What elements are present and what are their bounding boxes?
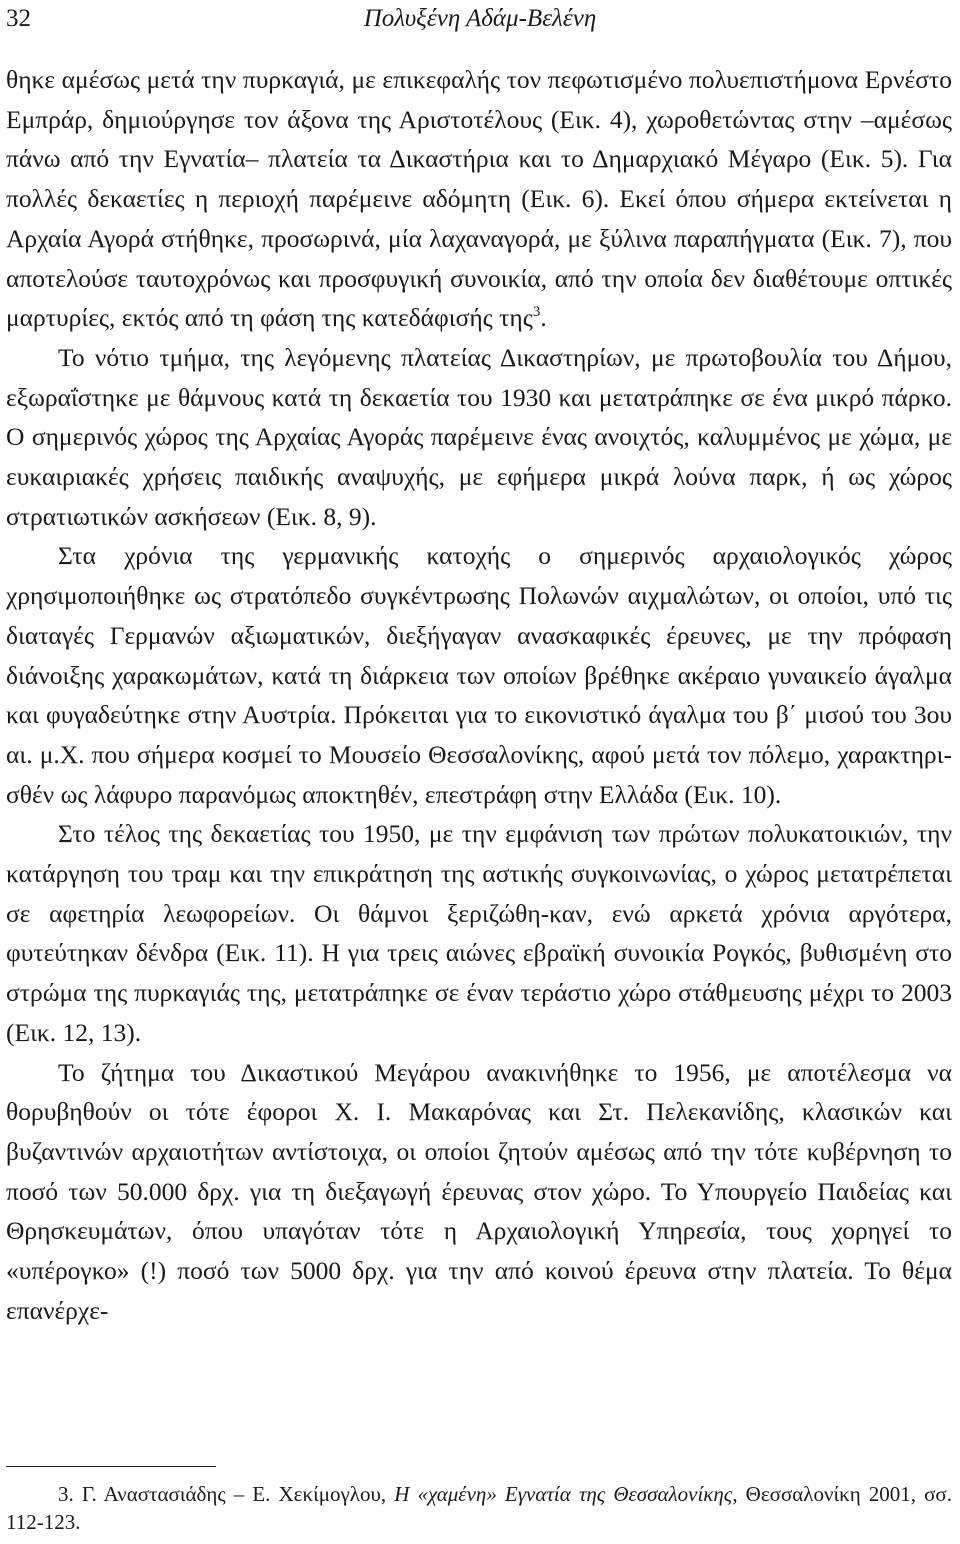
footnote-3-suffix: , Θεσσαλονίκη 2001, σσ. 112-123. [6, 1482, 952, 1534]
footnote-ref-3[interactable]: 3 [532, 304, 541, 321]
paragraph-4: Στο τέλος της δεκαετίας του 1950, με την εμφάνιση των πρώτων πολυκατοικιών, την κατάργηση του τραμ και την επικράτηση της αστικής συγκοινωνίας, ο χώρος μετατρέπεται σε αφετηρία λεωφορείων. Οι θάμνοι ξεριζώθη-καν, ενώ αρκετά χρόνια αργότερα, φυτεύτηκαν δένδρα (Εικ. 11). Η για τρεις αιώνες εβραϊκή συνοικία Ρογκός, βυθισμένη στο στρώμα της πυρκαγιάς της, μετατράπηκε σε έναν τεράστιο χώρο στάθμευσης μέχρι το 2003 (Εικ. 12, 13). [6, 819, 952, 1047]
footnote-3-prefix: 3. Γ. Αναστασιάδης – Ε. Χεκίμογλου, [58, 1482, 395, 1506]
paragraph-2: Το νότιο τμήμα, της λεγόμενης πλατείας Δικαστηρίων, με πρωτοβουλία του Δήμου, εξωραΐστηκε με θάμνους κατά τη δεκαετία του 1930 και μετατράπηκε σε ένα μικρό πάρκο. Ο σημερινός χώρος της Αρχαίας Αγοράς παρέμεινε ένας ανοιχτός, καλυμμένος με χώμα, με ευκαιριακές χρήσεις παιδικής αναψυχής, με εφήμερα μικρά λούνα παρκ, ή ως χώρος στρατιωτικών ασκήσεων (Εικ. 8, 9). [6, 342, 952, 531]
body-text [6, 60, 952, 1331]
paragraph-1-end: . [540, 303, 547, 333]
paragraph-3: Στα χρόνια της γερμανικής κατοχής ο σημερινός αρχαιολογικός χώρος χρησιμοποιήθηκε ως στρατόπεδο συγκέντρωσης Πολωνών αιχμαλώτων, οι οποίοι, υπό τις διαταγές Γερμανών αξιωματικών, διεξήγαγαν ανασκαφικές έρευνες, με την πρόφαση διάνοιξης χαρακωμάτων, κατά τη διάρκεια των οποίων βρέθηκε ακέραιο γυναικείο άγαλμα και φυγαδεύτηκε στην Αυστρία. Πρόκειται για το εικονιστικό άγαλμα του β΄ μισού του 3ου αι. μ.Χ. που σήμερα κοσμεί το Μουσείο Θεσσαλονίκης, αφού μετά τον πόλεμο, χαρακτηρισθέν ως λάφυρο παρανόμως αποκτηθέν, επεστράφη στην Ελλάδα (Εικ. 10). [6, 541, 952, 809]
footnote-3 [6, 1480, 952, 1536]
paragraph-1-text: θηκε αμέσως μετά την πυρκαγιά, με επικεφαλής τον πεφωτισμένο πολυεπιστήμονα Ερνέστο Εμπράρ, δημιούργησε τον άξονα της Αριστοτέλους (Εικ. 4), χωροθετώντας στην –αμέσως πάνω από την Εγνατία– πλατεία τα Δικαστήρια και το Δημαρχιακό Μέγαρο (Εικ. 5). Για πολλές δεκαετίες η περιοχή παρέμεινε αδόμητη (Εικ. 6). Εκεί όπου σήμερα εκτείνεται η Αρχαία Αγορά στήθηκε, προσωρινά, μία λαχαναγορά, με ξύλινα παραπήγματα (Εικ. 7), που αποτελούσε ταυτοχρόνως και προσφυγική συνοικία, από την οποία δεν διαθέτουμε οπτικές μαρτυρίες, εκτός από τη φάση της κατεδάφισής της [6, 65, 952, 333]
paragraph-5: Το ζήτημα του Δικαστικού Μεγάρου ανακινήθηκε το 1956, με αποτέλεσμα να θορυβηθούν οι τότε έφοροι Χ. Ι. Μακαρόνας και Στ. Πελεκανίδης, κλασικών και βυζαντινών αρχαιοτήτων αντίστοιχα, οι οποίοι ζητούν αμέσως από την τότε κυβέρνηση το ποσό των 50.000 δρχ. για τη διεξαγωγή έρευνας στον χώρο. Το Υπουργείο Παιδείας και Θρησκευμάτων, όπου υπαγόταν τότε η Αρχαιολογική Υπηρεσία, τους χορηγεί το «υπέρογκο» (!) ποσό των 5000 δρχ. για την από κοινού έρευνα στην πλατεία. Το θέμα επανέρχε- [6, 1057, 952, 1325]
page-number: 32 [6, 5, 31, 32]
paragraph-1 [6, 60, 952, 338]
page-header [6, 2, 954, 36]
running-title: Πολυξένη Αδάμ-Βελένη [363, 5, 597, 32]
footnotes [6, 1480, 952, 1536]
footnote-separator [6, 1466, 216, 1467]
footnote-3-title: Η «χαμένη» Εγνατία της Θεσσαλονίκης [394, 1482, 733, 1506]
